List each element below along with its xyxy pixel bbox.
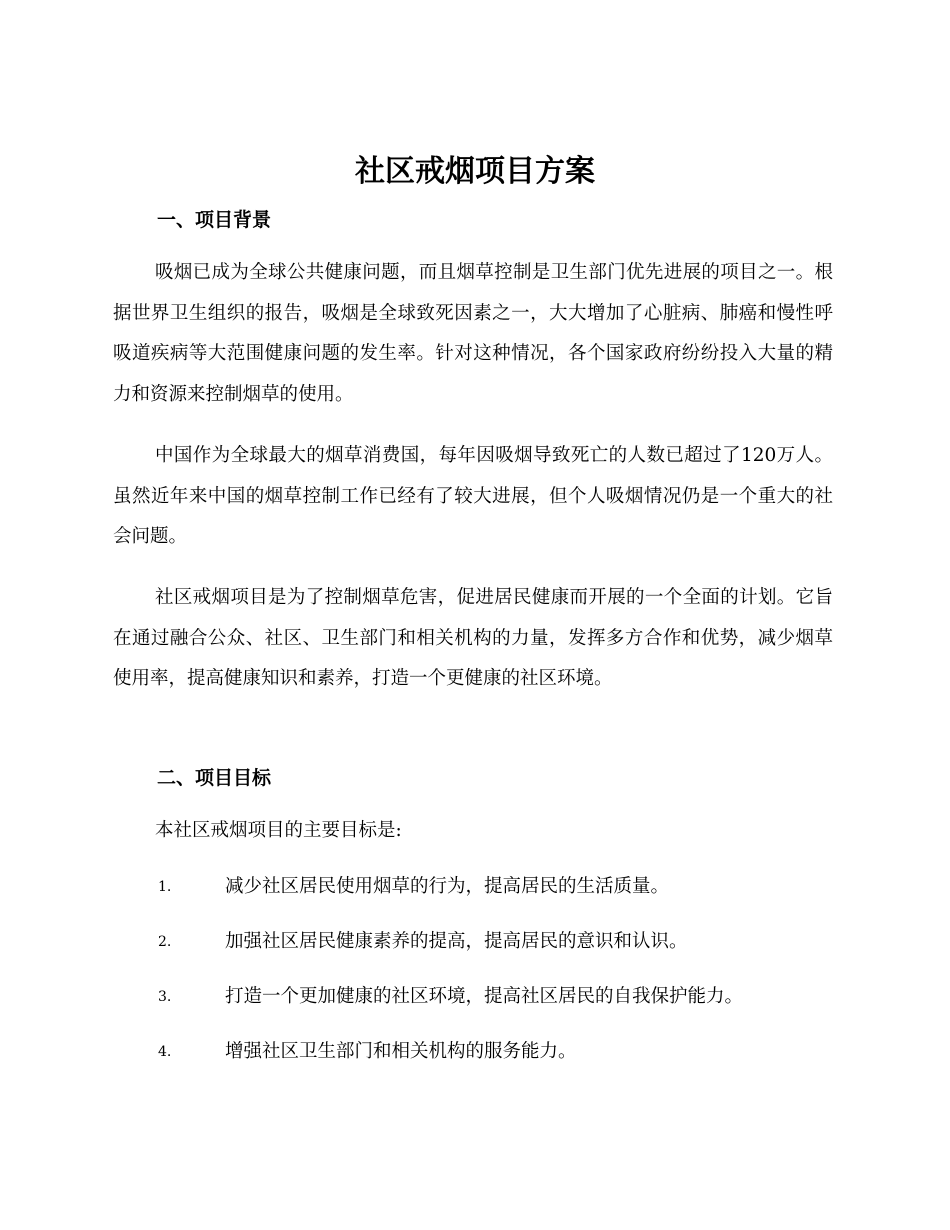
goal-text: 打造一个更加健康的社区环境，提高社区居民的自我保护能力。 — [225, 986, 744, 1007]
goal-text: 增强社区卫生部门和相关机构的服务能力。 — [225, 1041, 577, 1062]
goal-text: 加强社区居民健康素养的提高，提高居民的意识和认识。 — [225, 931, 688, 952]
section-heading-goals: 二、项目目标 — [157, 767, 272, 789]
section-heading-background: 一、项目背景 — [157, 209, 272, 231]
goal-number: 4. — [158, 1044, 172, 1060]
goal-number: 3. — [158, 989, 172, 1005]
goals-intro: 本社区戒烟项目的主要目标是: — [155, 820, 402, 841]
paragraph-background-1: 吸烟已成为全球公共健康问题，而且烟草控制是卫生部门优先进展的项目之一。根据世界卫生组织的报告，吸烟是全球致死因素之一，大大增加了心脏病、肺癌和慢性呼吸道疾病等大范围健康问题的发生率。针对这种情况，各个国家政府纷纷投入大量的精力和资源来控制烟草的使用。 — [113, 262, 833, 405]
goal-text: 减少社区居民使用烟草的行为，提高居民的生活质量。 — [225, 876, 670, 897]
paragraph-background-3: 社区戒烟项目是为了控制烟草危害，促进居民健康而开展的一个全面的计划。它旨在通过融合公众、社区、卫生部门和相关机构的力量，发挥多方合作和优势，减少烟草使用率，提高健康知识和素养，打造一个更健康的社区环境。 — [113, 587, 833, 689]
goal-number: 1. — [158, 879, 172, 895]
goal-number: 2. — [158, 934, 172, 950]
document-title: 社区戒烟项目方案 — [355, 154, 595, 189]
paragraph-background-2: 中国作为全球最大的烟草消费国，每年因吸烟导致死亡的人数已超过了120万人。虽然近年来中国的烟草控制工作已经有了较大进展，但个人吸烟情况仍是一个重大的社会问题。 — [113, 445, 833, 547]
